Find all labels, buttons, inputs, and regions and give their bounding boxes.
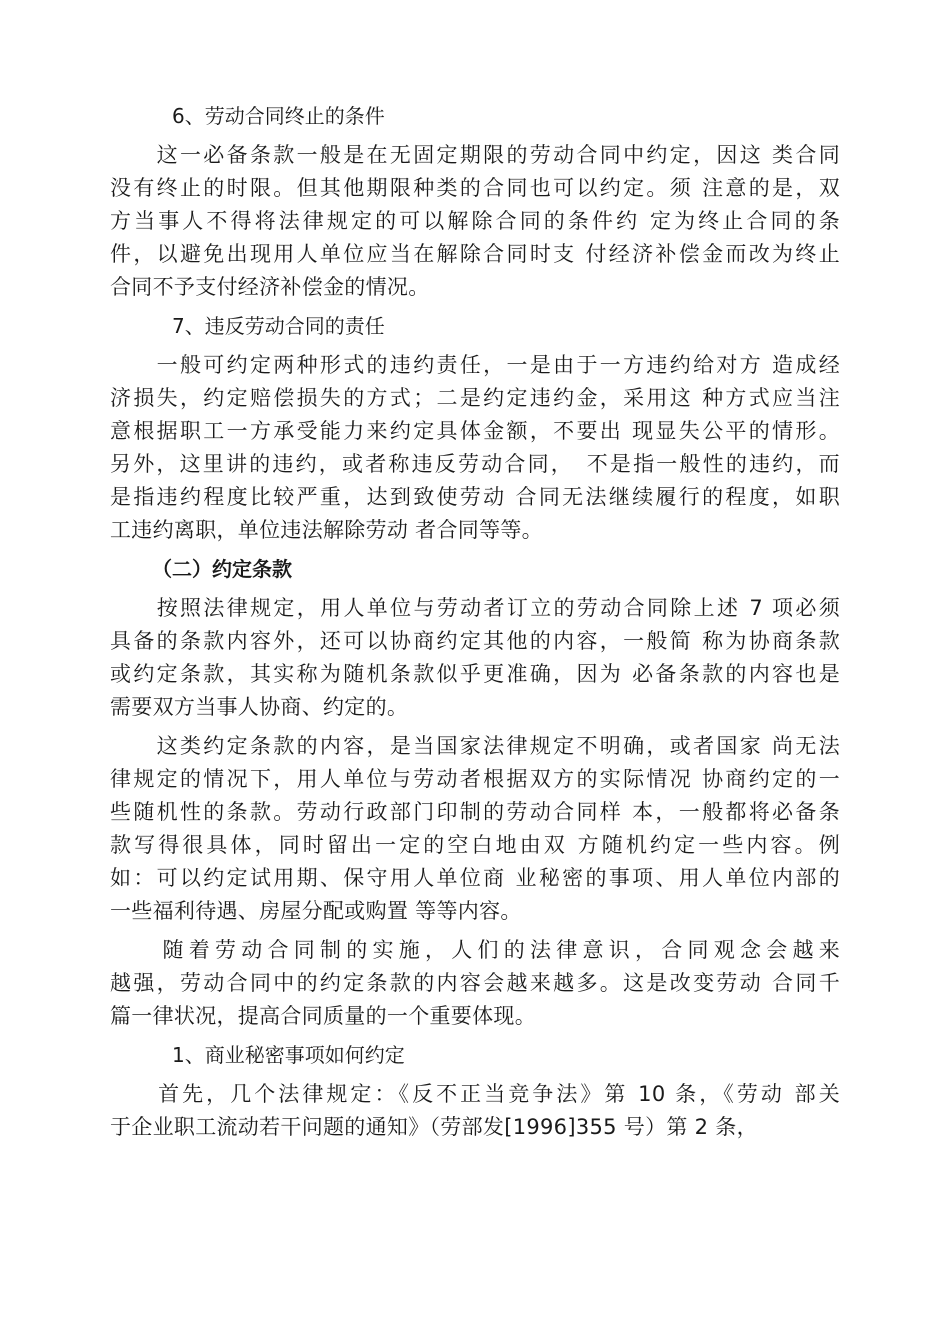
paragraph-line: 一般可约定两种形式的违约责任，一是由于一方违约给对方 造成经 bbox=[110, 353, 840, 377]
paragraph-line: 件，以避免出现用人单位应当在解除合同时支 付经济补偿金而改为终止 bbox=[110, 242, 840, 266]
paragraph-line: 于企业职工流动若干问题的通知》（劳部发[1996]355 号）第 2 条， bbox=[110, 1115, 758, 1139]
paragraph-line: 是指违约程度比较严重，达到致使劳动 合同无法继续履行的程度，如职 bbox=[110, 485, 840, 509]
section-heading: 7、违反劳动合同的责任 bbox=[172, 314, 385, 338]
paragraph bbox=[110, 730, 840, 928]
paragraph-line: 工违约离职，单位违法解除劳动 者合同等等。 bbox=[110, 518, 543, 542]
paragraph-line: 越强，劳动合同中的约定条款的内容会越来越多。这是改变劳动 合同千 bbox=[110, 971, 840, 995]
paragraph-line: 需要双方当事人协商、约定的。 bbox=[110, 695, 409, 719]
paragraph-line: 这类约定条款的内容，是当国家法律规定不明确，或者国家 尚无法 bbox=[110, 734, 840, 758]
paragraph-line: 合同不予支付经济补偿金的情况。 bbox=[110, 275, 430, 299]
paragraph-line: 另外，这里讲的违约，或者称违反劳动合同， 不是指一般性的违约，而 bbox=[110, 452, 840, 476]
paragraph-line: 款写得很具体，同时留出一定的空白地由双 方随机约定一些内容。例 bbox=[110, 833, 840, 857]
paragraph bbox=[110, 139, 840, 304]
paragraph-line: 没有终止的时限。但其他期限种类的合同也可以约定。须 注意的是，双 bbox=[110, 176, 840, 200]
paragraph bbox=[110, 592, 840, 724]
section-heading: 6、劳动合同终止的条件 bbox=[172, 104, 385, 128]
paragraph bbox=[110, 1078, 840, 1144]
paragraph-line: 济损失，约定赔偿损失的方式；二是约定违约金，采用这 种方式应当注 bbox=[110, 386, 840, 410]
paragraph bbox=[110, 934, 840, 1033]
paragraph-line: 具备的条款内容外，还可以协商约定其他的内容，一般简 称为协商条款 bbox=[110, 629, 840, 653]
section-heading: 1、商业秘密事项如何约定 bbox=[172, 1043, 405, 1067]
paragraph-line: 随着劳动合同制的实施，人们的法律意识，合同观念会越来 bbox=[110, 938, 840, 962]
paragraph-line: 些随机性的条款。劳动行政部门印制的劳动合同样 本，一般都将必备条 bbox=[110, 800, 840, 824]
paragraph-line: 按照法律规定，用人单位与劳动者订立的劳动合同除上述 7 项必须 bbox=[110, 596, 840, 620]
paragraph-line: 意根据职工一方承受能力来约定具体金额，不要出 现显失公平的情形。 bbox=[110, 419, 840, 443]
paragraph-line: 篇一律状况，提高合同质量的一个重要体现。 bbox=[110, 1004, 536, 1028]
paragraph-line: 一些福利待遇、房屋分配或购置 等等内容。 bbox=[110, 899, 522, 923]
paragraph-line: 如：可以约定试用期、保守用人单位商 业秘密的事项、用人单位内部的 bbox=[110, 866, 840, 890]
document-page bbox=[110, 100, 840, 1150]
paragraph-line: 这一必备条款一般是在无固定期限的劳动合同中约定，因这 类合同 bbox=[110, 143, 840, 167]
section-heading: （二）约定条款 bbox=[152, 557, 292, 581]
paragraph-line: 或约定条款，其实称为随机条款似乎更准确，因为 必备条款的内容也是 bbox=[110, 662, 840, 686]
paragraph-line: 方当事人不得将法律规定的可以解除合同的条件约 定为终止合同的条 bbox=[110, 209, 840, 233]
paragraph bbox=[110, 349, 840, 547]
paragraph-line: 首先，几个法律规定：《反不正当竞争法》第 10 条，《劳动 部关 bbox=[110, 1082, 840, 1106]
paragraph-line: 律规定的情况下，用人单位与劳动者根据双方的实际情况 协商约定的一 bbox=[110, 767, 840, 791]
